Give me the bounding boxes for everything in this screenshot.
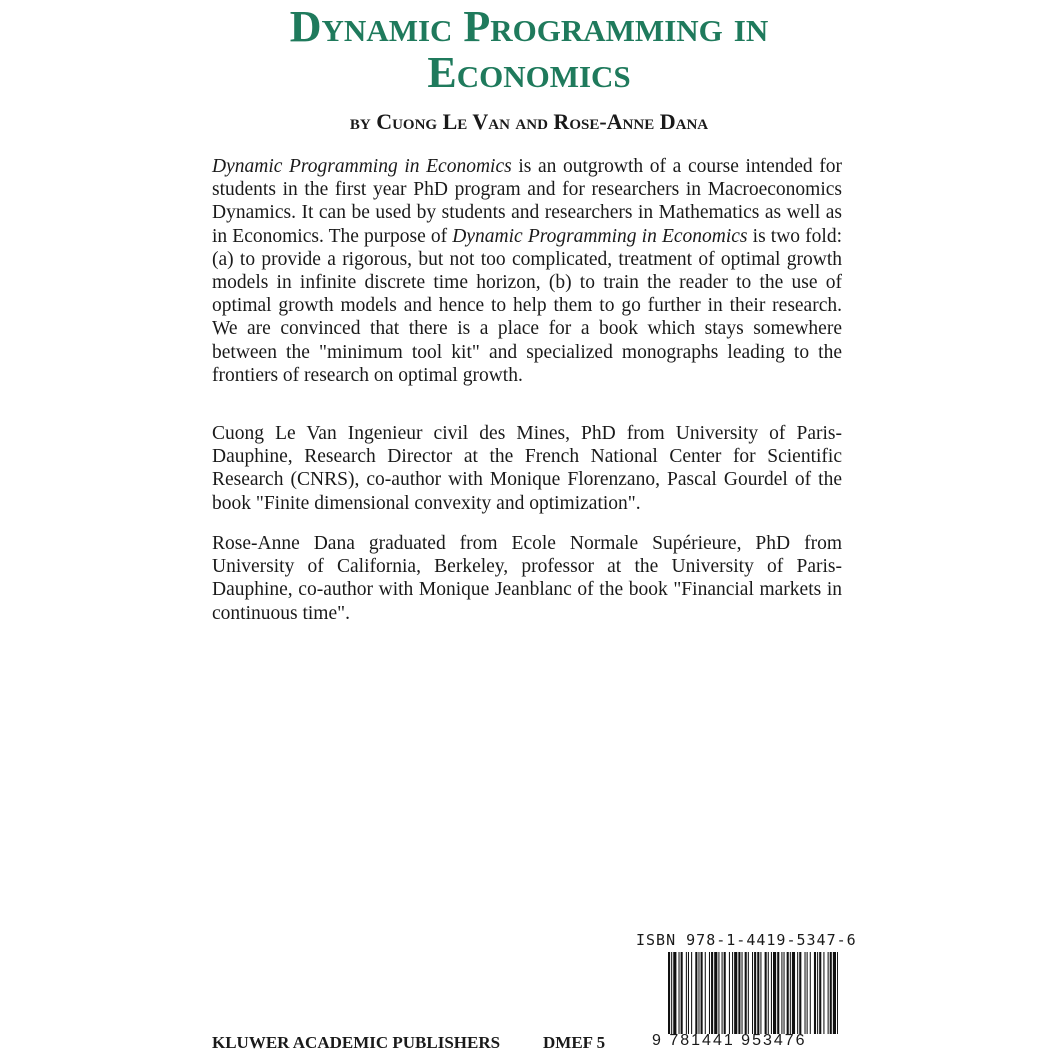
barcode-bar	[714, 952, 717, 1034]
barcode-bar	[679, 952, 680, 1034]
description-text-b: is two fold: (a) to provide a rigorous, but not too complicated, treatment of optimal growth models in infinite discrete time horizon, (b) to train the reader to the use of optimal growth models and hence to help them to go further in their research. We are convinced that there is a place for a book which stays somewhere between the "minimum tool kit" and specialized monographs leading to the frontiers of research on optimal growth.	[212, 225, 842, 386]
barcode-digits: 9 781441 953476	[652, 1032, 807, 1049]
publisher-name: KLUWER ACADEMIC PUBLISHERS	[212, 1033, 501, 1052]
barcode-bar	[686, 952, 687, 1034]
barcode-bar	[742, 952, 743, 1034]
book-title-italic-2: Dynamic Programming in Economics	[452, 225, 748, 247]
barcode-bar	[828, 952, 829, 1034]
barcode-bar	[673, 952, 676, 1034]
barcode-bar	[792, 952, 795, 1034]
barcode-bar	[777, 952, 779, 1034]
barcode-bar	[768, 952, 769, 1034]
isbn-label: ISBN 978-1-4419-5347-6	[636, 931, 857, 949]
barcode-bar	[819, 952, 821, 1034]
barcode-bar	[701, 952, 703, 1034]
barcode-bar	[807, 952, 808, 1034]
series-code: DMEF 5	[543, 1033, 606, 1052]
barcode-bar	[711, 952, 713, 1034]
barcode-bar	[748, 952, 749, 1034]
barcode-bar	[671, 952, 672, 1034]
barcode-bar	[771, 952, 772, 1034]
barcode-bar	[691, 952, 692, 1034]
barcode-bar	[738, 952, 740, 1034]
barcode-bar	[734, 952, 737, 1034]
barcode-bar	[817, 952, 818, 1034]
barcode-bar	[698, 952, 699, 1034]
barcode-bar	[810, 952, 811, 1034]
barcode-bar	[837, 952, 838, 1034]
barcode-bar	[688, 952, 689, 1034]
barcode-bar	[732, 952, 733, 1034]
barcode-bar	[718, 952, 719, 1034]
barcode-bar	[814, 952, 816, 1034]
barcode-bar	[745, 952, 747, 1034]
book-title	[0, 4, 1058, 96]
barcode-bar	[724, 952, 726, 1034]
title-line-2: Economics	[427, 48, 631, 97]
title-line-1: Dynamic Programming in	[289, 2, 769, 51]
author-bio-le-van: Cuong Le Van Ingenieur civil des Mines, PhD from University of Paris-Dauphine, Research Director at the French National Center for Scientific Research (CNRS), co-author with Monique Florenzano, Pascal Gourdel of the book "Finite dimensional convexity and optimization".	[212, 423, 842, 514]
barcode-bar	[681, 952, 683, 1034]
barcode-bar	[805, 952, 806, 1034]
barcode-bar	[797, 952, 798, 1034]
barcode-bar	[709, 952, 710, 1034]
barcode-icon	[668, 952, 838, 1034]
barcode-bar	[754, 952, 756, 1034]
description-paragraph	[212, 155, 842, 387]
book-title-italic: Dynamic Programming in Economics	[212, 156, 512, 177]
barcode-bar	[830, 952, 832, 1034]
barcode-bar	[773, 952, 776, 1034]
barcode-bar	[722, 952, 723, 1034]
barcode-bar	[784, 952, 785, 1034]
author-bio-dana: Rose-Anne Dana graduated from Ecole Normale Supérieure, PhD from University of California, Berkeley, professor at the University of Paris-Dauphine, co-author with Monique Jeanblanc of the book "Financial markets in continuous time".	[212, 533, 842, 624]
barcode-bar	[765, 952, 767, 1034]
barcode-bar	[781, 952, 782, 1034]
barcode-bar	[833, 952, 836, 1034]
barcode-bar	[729, 952, 730, 1034]
barcode-bar	[799, 952, 801, 1034]
barcode-bar	[790, 952, 791, 1034]
barcode-bar	[752, 952, 753, 1034]
barcode-bar	[705, 952, 706, 1034]
authors-byline: by Cuong Le Van and Rose-Anne Dana	[349, 109, 709, 134]
barcode-bar	[787, 952, 789, 1034]
barcode-bar	[695, 952, 697, 1034]
barcode-bar	[757, 952, 759, 1034]
barcode-bar	[668, 952, 670, 1034]
barcode-bar	[760, 952, 761, 1034]
description-text-a: is an outgrowth of a course intended for students in the first year PhD program and for researchers in Macroeconomics Dynamics. It can be used by students and researchers in Mathematics as well as in Economics. The purpose of	[212, 156, 842, 247]
barcode-bar	[823, 952, 824, 1034]
